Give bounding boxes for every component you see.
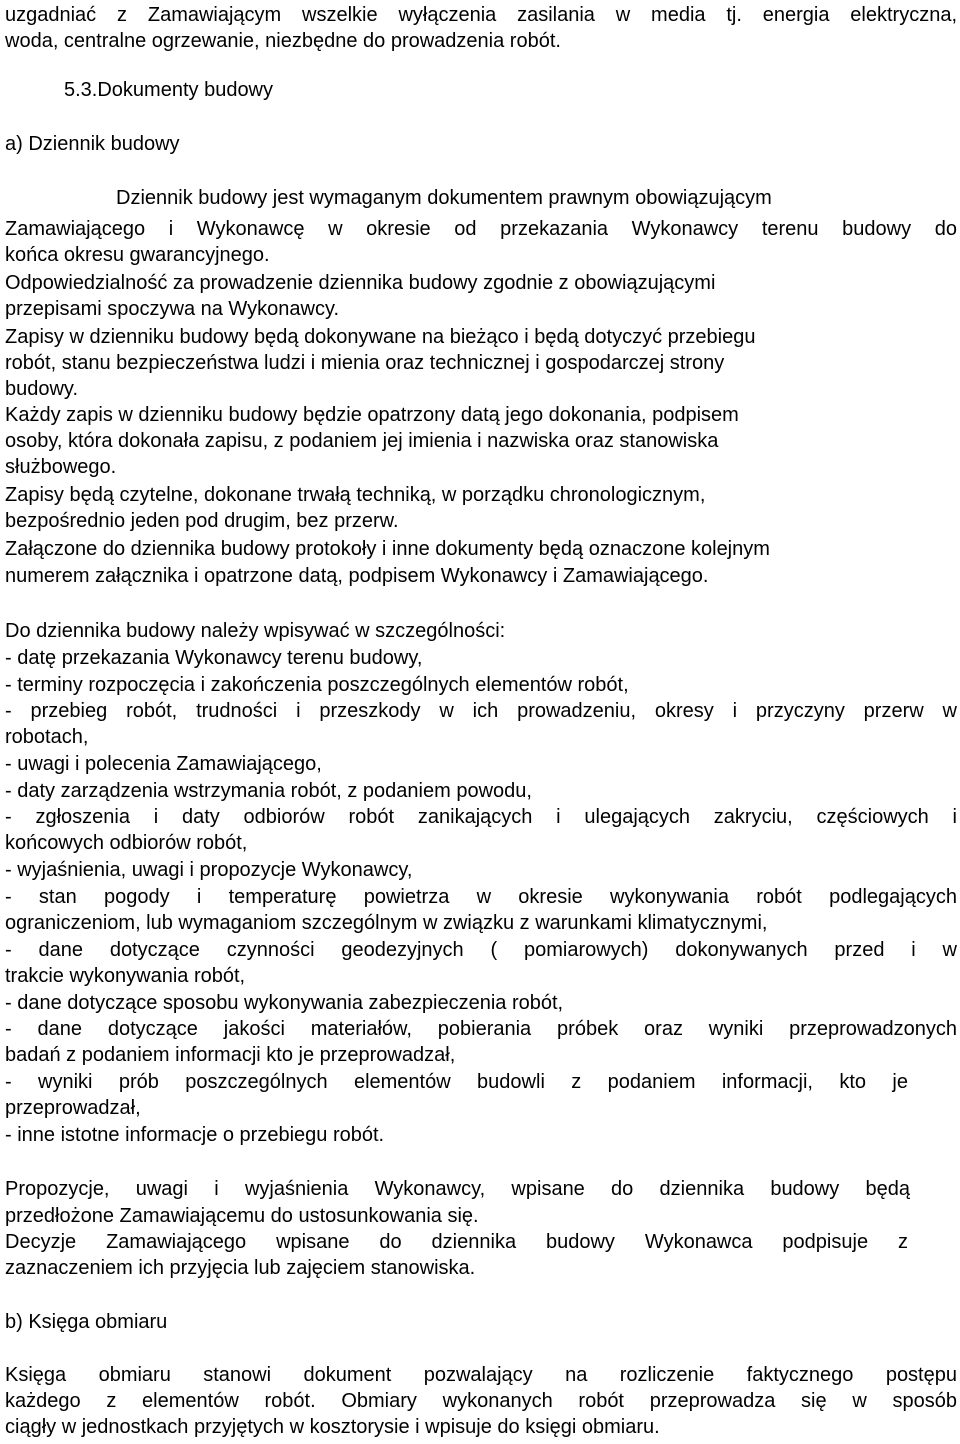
paragraph-line: Każdy zapis w dzienniku budowy będzie opatrzony datą jego dokonania, podpisem — [5, 404, 739, 426]
list-item: badań z podaniem informacji kto je przeprowadzał, — [5, 1044, 456, 1066]
list-item: - przebieg robót, trudności i przeszkody w ich prowadzeniu, okresy i przyczyny przerw w — [5, 700, 957, 722]
list-item: - stan pogody i temperaturę powietrza w okresie wykonywania robót podlegających — [5, 886, 957, 908]
list-item: przeprowadzał, — [5, 1097, 141, 1119]
paragraph-line: służbowego. — [5, 456, 117, 478]
list-item: robotach, — [5, 726, 89, 748]
paragraph-line: przepisami spoczywa na Wykonawcy. — [5, 298, 340, 320]
paragraph-line: Zapisy będą czytelne, dokonane trwałą techniką, w porządku chronologicznym, — [5, 484, 706, 506]
section-heading: 5.3.Dokumenty budowy — [64, 79, 274, 101]
paragraph-line: przedłożone Zamawiającemu do ustosunkowania się. — [5, 1205, 479, 1227]
paragraph-line: Propozycje, uwagi i wyjaśnienia Wykonawcy, wpisane do dziennika budowy będą — [5, 1178, 910, 1200]
paragraph-line: Decyzje Zamawiającego wpisane do dziennika budowy Wykonawca podpisuje z — [5, 1231, 908, 1253]
list-item: - zgłoszenia i daty odbiorów robót zanikających i ulegających zakryciu, częściowych i — [5, 806, 957, 828]
list-item: - terminy rozpoczęcia i zakończenia poszczególnych elementów robót, — [5, 674, 629, 696]
list-item: - inne istotne informacje o przebiegu robót. — [5, 1124, 385, 1146]
list-item: trakcie wykonywania robót, — [5, 965, 246, 987]
subsection-a-title: a) Dziennik budowy — [5, 133, 180, 155]
list-item: - uwagi i polecenia Zamawiającego, — [5, 753, 322, 775]
paragraph-line: Załączone do dziennika budowy protokoły i inne dokumenty będą oznaczone kolejnym — [5, 538, 770, 560]
paragraph-line: budowy. — [5, 378, 79, 400]
paragraph-line: Odpowiedzialność za prowadzenie dziennika budowy zgodnie z obowiązującymi — [5, 272, 716, 294]
subsection-b-title: b) Księga obmiaru — [5, 1311, 168, 1333]
paragraph-line: Księga obmiaru stanowi dokument pozwalający na rozliczenie faktycznego postępu — [5, 1364, 957, 1386]
paragraph-line: Zapisy w dzienniku budowy będą dokonywane na bieżąco i będą dotyczyć przebiegu — [5, 326, 756, 348]
paragraph-line: zaznaczeniem ich przyjęcia lub zajęciem stanowiska. — [5, 1257, 476, 1279]
paragraph-line: Dziennik budowy jest wymaganym dokumentem prawnym obowiązującym — [116, 187, 772, 209]
paragraph-line: bezpośrednio jeden pod drugim, bez przerw. — [5, 510, 399, 532]
list-item: - wyjaśnienia, uwagi i propozycje Wykonawcy, — [5, 859, 413, 881]
list-item: końcowych odbiorów robót, — [5, 832, 248, 854]
paragraph-line: numerem załącznika i opatrzone datą, podpisem Wykonawcy i Zamawiającego. — [5, 565, 709, 587]
list-item: - dane dotyczące sposobu wykonywania zabezpieczenia robót, — [5, 992, 564, 1014]
list-item: - datę przekazania Wykonawcy terenu budowy, — [5, 647, 423, 669]
intro-line: woda, centralne ogrzewanie, niezbędne do prowadzenia robót. — [5, 30, 561, 52]
paragraph-line: osoby, która dokonała zapisu, z podaniem jej imienia i nazwiska oraz stanowiska — [5, 430, 719, 452]
list-item: - dane dotyczące czynności geodezyjnych ( pomiarowych) dokonywanych przed i w — [5, 939, 957, 961]
list-item: - wyniki prób poszczególnych elementów budowli z podaniem informacji, kto je — [5, 1071, 908, 1093]
intro-line: uzgadniać z Zamawiającym wszelkie wyłączenia zasilania w media tj. energia elektryczna, — [5, 4, 957, 26]
list-item: - dane dotyczące jakości materiałów, pobierania próbek oraz wyniki przeprowadzonych — [5, 1018, 957, 1040]
list-intro: Do dziennika budowy należy wpisywać w szczególności: — [5, 620, 506, 642]
list-item: - daty zarządzenia wstrzymania robót, z podaniem powodu, — [5, 780, 532, 802]
paragraph-line: każdego z elementów robót. Obmiary wykonanych robót przeprowadza się w sposób — [5, 1390, 957, 1412]
paragraph-line: końca okresu gwarancyjnego. — [5, 244, 270, 266]
paragraph-line: robót, stanu bezpieczeństwa ludzi i mienia oraz technicznej i gospodarczej strony — [5, 352, 725, 374]
list-item: ograniczeniom, lub wymaganiom szczególnym w związku z warunkami klimatycznymi, — [5, 912, 768, 934]
paragraph-line: Zamawiającego i Wykonawcę w okresie od przekazania Wykonawcy terenu budowy do — [5, 218, 957, 240]
paragraph-line: ciągły w jednostkach przyjętych w kosztorysie i wpisuje do księgi obmiaru. — [5, 1416, 660, 1438]
